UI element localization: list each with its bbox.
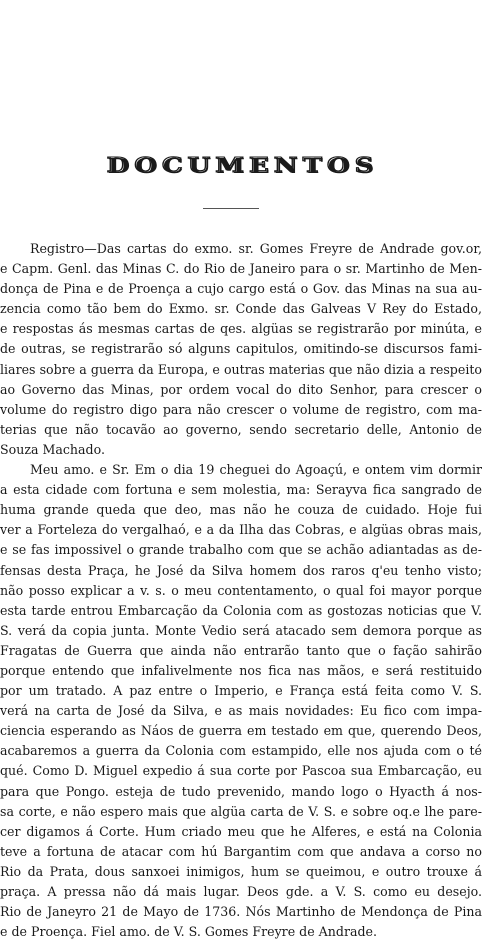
text-line: ciencia esperando as Náos de guerra em testado em que, querendo Deos, (0, 723, 482, 739)
text-line: Registro—Das cartas do exmo. sr. Gomes Freyre de Andrade gov.or, (30, 241, 482, 256)
text-line: S. verá da copia junta. Monte Vedio será atacado sem demora porque as (0, 622, 482, 638)
document-body (0, 239, 482, 942)
title-divider (203, 208, 259, 209)
text-line: donça de Pina e de Proença a cujo cargo está o Gov. das Minas na sua au- (0, 281, 482, 297)
text-line: de outras, se registrarão só alguns capitulos, omitindo-se discursos fami- (0, 341, 482, 357)
text-line: por um tratado. A paz entre o Imperio, e França está feita como V. S. (0, 683, 482, 699)
text-line: não posso explicar a v. s. o meu contentamento, o qual foi mayor porque (0, 582, 482, 598)
text-line: praça. A pressa não dá mais lugar. Deos gde. a V. S. como eu desejo. (0, 884, 482, 899)
text-line: sa corte, e não espero mais que algüa carta de V. S. e sobre oq.e lhe pare- (0, 803, 482, 819)
text-line: terias que não tocavão ao governo, sendo secretario delle, Antonio de (0, 421, 482, 437)
text-line: zencia como tão bem do Exmo. sr. Conde das Galveas V Rey do Estado, (0, 301, 482, 317)
text-line: e Capm. Genl. das Minas C. do Rio de Janeiro para o sr. Martinho de Men- (0, 261, 482, 277)
text-line: para que Pongo. esteja de tudo prevenido, mando logo o Hyacth á nos- (0, 783, 482, 799)
text-line: e se fas impossivel o grande trabalho com que se achão adiantadas as de- (0, 542, 482, 558)
text-line: a esta cidade com fortuna e sem molestia, ma: Serayva fica sangrado de (0, 482, 482, 498)
text-line: teve a fortuna de atacar com hú Bargantim com que andava a corso no (0, 843, 482, 859)
text-line: Souza Machado. (0, 441, 105, 457)
text-line: fensas desta Praça, he José da Silva homem dos raros q'eu tenho visto; (0, 562, 482, 578)
text-line: ao Governo das Minas, por ordem vocal do dito Senhor, para crescer o (0, 381, 482, 397)
text-line: volume do registro digo para não crescer o volume de registro, com ma- (0, 401, 482, 417)
text-line: e de Proença. Fiel amo. de V. S. Gomes Freyre de Andrade. (0, 924, 377, 940)
text-line: cer digamos á Corte. Hum criado meu que he Alferes, e está na Colonia (0, 823, 482, 839)
text-line: Rio de Janeyro 21 de Mayo de 1736. Nós Martinho de Mendonça de Pina (0, 904, 482, 920)
text-line: liares sobre a guerra da Europa, e outras materias que não dizia a respeito (0, 361, 482, 377)
text-line: Rio da Prata, dous sanxoei inimigos, hum se queimou, e outro trouxe á (0, 863, 482, 879)
text-line: qué. Como D. Miguel expedio á sua corte por Pascoa sua Embarcação, eu (0, 763, 482, 779)
text-line: porque entendo que infalivelmente nos fica nas mãos, e será restituido (0, 662, 482, 678)
page-title: DOCUMENTOS (106, 154, 379, 178)
text-line: esta tarde entrou Embarcação da Colonia com as gostozas noticias que V. (0, 602, 482, 618)
text-line: e respostas ás mesmas cartas de qes. algüas se registrarão por minúta, e (0, 321, 482, 337)
text-line: ver a Forteleza do vergalhaó, e a da Ilha das Cobras, e algüas obras mais, (0, 522, 482, 538)
text-line: acabaremos a guerra da Colonia com estampido, elle nos ajuda com o té (0, 743, 482, 759)
text-line: huma grande queda que deo, mas não he couza de cuidado. Hoje fui (0, 502, 482, 518)
text-line: verá na carta de José da Silva, e as mais novidades: Eu fico com impa- (0, 703, 482, 719)
text-line: Meu amo. e Sr. Em o dia 19 cheguei do Agoaçú, e ontem vim dormir (30, 462, 482, 478)
text-line: Fragatas de Guerra que ainda não entrarão tanto que o fação sahirão (0, 642, 482, 658)
